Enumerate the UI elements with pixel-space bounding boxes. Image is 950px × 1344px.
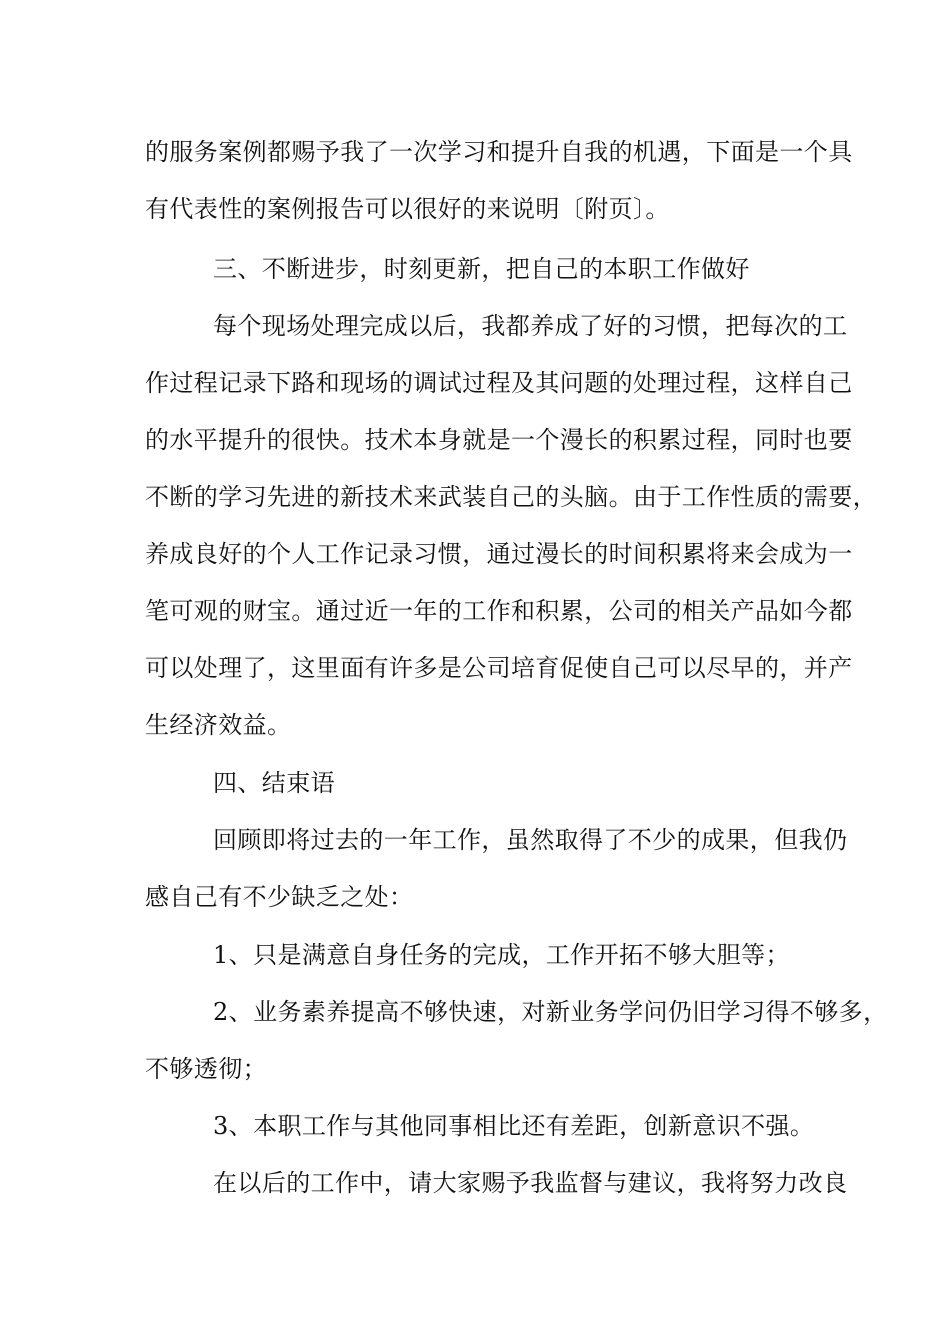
body-text-line: 的水平提升的很快。技术本身就是一个漫长的积累过程，同时也要 — [145, 426, 853, 454]
body-text-line: 笔可观的财宝。通过近一年的工作和积累，公司的相关产品如今都 — [145, 597, 853, 625]
body-text-line: 有代表性的案例报告可以很好的来说明〔附页〕。 — [145, 195, 670, 223]
body-text-line: 养成良好的个人工作记录习惯，通过漫长的时间积累将来会成为一 — [145, 540, 853, 568]
list-item-1: 1、只是满意自身任务的完成，工作开拓不够大胆等； — [213, 941, 790, 969]
section-heading: 三、不断进步，时刻更新，把自己的本职工作做好 — [213, 255, 750, 283]
body-text-line: 作过程记录下路和现场的调试过程及其问题的处理过程，这样自己 — [145, 369, 853, 397]
list-item-2: 2、业务素养提高不够快速，对新业务学问仍旧学习得不够多， — [213, 998, 888, 1026]
paragraph-first-line: 每个现场处理完成以后，我都养成了好的习惯，把每次的工 — [213, 312, 848, 340]
section-heading: 四、结束语 — [213, 769, 335, 797]
body-text-line: 不断的学习先进的新技术来武装自己的头脑。由于工作性质的需要， — [145, 483, 877, 511]
paragraph-first-line: 在以后的工作中，请大家赐予我监督与建议，我将努力改良 — [213, 1169, 848, 1197]
body-text-line: 不够透彻； — [145, 1055, 267, 1083]
list-item-3: 3、本职工作与其他同事相比还有差距，创新意识不强。 — [213, 1112, 815, 1140]
body-text-line: 的服务案例都赐予我了一次学习和提升自我的机遇，下面是一个具 — [145, 138, 853, 166]
paragraph-first-line: 回顾即将过去的一年工作，虽然取得了不少的成果，但我仍 — [213, 826, 848, 854]
body-text-line: 生经济效益。 — [145, 711, 292, 739]
body-text-line: 感自己有不少缺乏之处： — [145, 883, 414, 911]
body-text-line: 可以处理了，这里面有许多是公司培育促使自己可以尽早的，并产 — [145, 654, 853, 682]
